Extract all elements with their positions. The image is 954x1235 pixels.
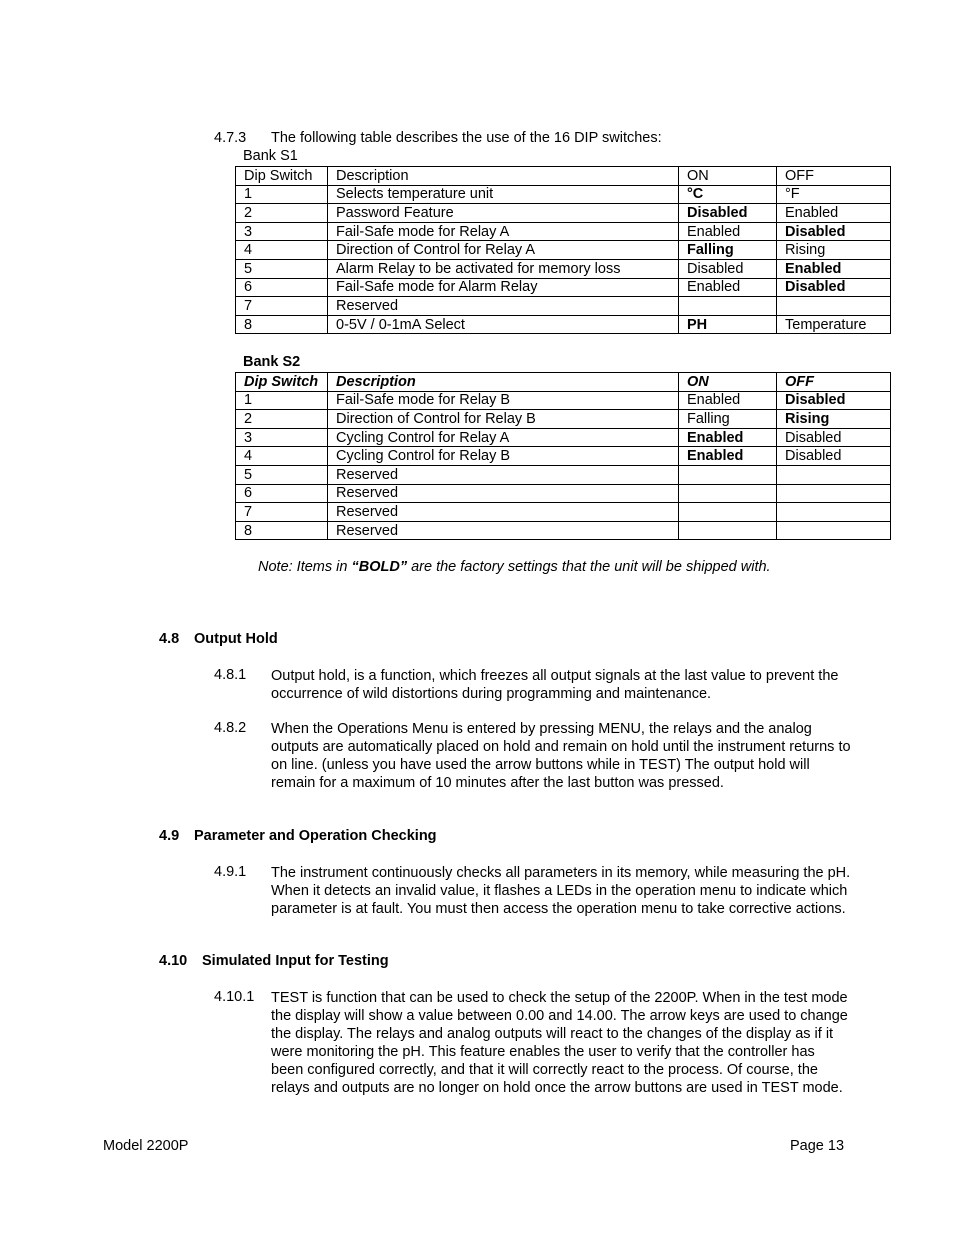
note-bold: “BOLD” [351,559,408,575]
description-cell: Selects temperature unit [328,185,679,204]
bank-s2-table [235,372,891,540]
section-heading [159,631,278,647]
on-cell: Enabled [679,222,777,241]
description-cell: Reserved [328,297,679,316]
dip-switch-cell: 3 [236,222,328,241]
dip-switch-cell: 1 [236,391,328,410]
dip-switch-cell: 8 [236,521,328,540]
table-row [236,521,891,540]
on-cell [679,465,777,484]
on-cell [679,503,777,522]
section-title: Parameter and Operation Checking [194,828,437,844]
dip-switch-cell: 3 [236,428,328,447]
dip-switch-cell: 7 [236,503,328,522]
header-cell: OFF [777,167,891,186]
table-row [236,204,891,223]
footer-model: Model 2200P [103,1138,189,1154]
off-cell [777,521,891,540]
on-cell: °C [679,185,777,204]
table-header-row [236,373,891,392]
paragraph-text: When the Operations Menu is entered by pressing MENU, the relays and the analog outputs are automatically placed on hold and remain on hold until the instrument returns to on line. (unless you have used the arrow buttons while in TEST) The output hold will remain for a maximum of 10 minutes after the last button was pressed. [271,721,851,791]
table-row [236,447,891,466]
off-cell [777,484,891,503]
on-cell: Falling [679,241,777,260]
dip-switch-cell: 5 [236,465,328,484]
off-cell: Enabled [777,204,891,223]
table-row [236,503,891,522]
bank-s1-title: Bank S1 [243,148,298,164]
off-cell: Rising [777,241,891,260]
section-heading [159,828,437,844]
section-number: 4.9 [159,828,180,844]
dip-switch-cell: 6 [236,484,328,503]
dip-switch-cell: 4 [236,241,328,260]
section-heading [159,953,389,969]
off-cell: Temperature [777,315,891,334]
table-row [236,410,891,429]
paragraph-text: Output hold, is a function, which freezes all output signals at the last value to prevent the occurrence of wild distortions during programming and maintenance. [271,668,839,702]
header-cell: ON [679,167,777,186]
paragraph-number: 4.7.3 [214,130,247,146]
description-cell: Cycling Control for Relay A [328,428,679,447]
on-cell: Disabled [679,259,777,278]
header-cell: OFF [777,373,891,392]
paragraph-number: 4.8.1 [214,667,247,683]
description-cell: Direction of Control for Relay B [328,410,679,429]
section-title: Simulated Input for Testing [202,953,389,969]
paragraph-text: TEST is function that can be used to check the setup of the 2200P. When in the test mode the display will show a value between 0.00 and 14.00. The arrow keys are used to change the display. The relays and analog outputs will react to the changes of the display as if it were monitoring the pH. This feature enables the user to verify that the controller has been configured correctly, and that it will correctly react to the process. Of course, the relays and outputs are no longer on hold once the arrow buttons are used in TEST mode. [271,990,848,1096]
off-cell: Disabled [777,428,891,447]
header-cell: Dip Switch [236,373,328,392]
paragraph-number: 4.8.2 [214,720,247,736]
dip-switch-cell: 7 [236,297,328,316]
table-row [236,315,891,334]
dip-switch-cell: 6 [236,278,328,297]
dip-switch-cell: 8 [236,315,328,334]
bank-s1-table [235,166,891,334]
footer-page-number: Page 13 [790,1138,845,1154]
header-cell: Dip Switch [236,167,328,186]
note-suffix: are the factory settings that the unit will be shipped with. [407,559,771,575]
on-cell [679,484,777,503]
description-cell: Direction of Control for Relay A [328,241,679,260]
description-cell: Password Feature [328,204,679,223]
description-cell: Alarm Relay to be activated for memory loss [328,259,679,278]
intro-text: The following table describes the use of the 16 DIP switches: [271,130,662,146]
description-cell: Fail-Safe mode for Relay B [328,391,679,410]
paragraph-number: 4.9.1 [214,864,247,880]
description-cell: Fail-Safe mode for Relay A [328,222,679,241]
on-cell: Enabled [679,278,777,297]
on-cell [679,521,777,540]
table-row [236,465,891,484]
section-number: 4.8 [159,631,180,647]
description-cell: Reserved [328,521,679,540]
off-cell: Rising [777,410,891,429]
off-cell: Disabled [777,447,891,466]
off-cell: Disabled [777,278,891,297]
off-cell [777,297,891,316]
dip-switch-cell: 5 [236,259,328,278]
description-cell: Fail-Safe mode for Alarm Relay [328,278,679,297]
on-cell: PH [679,315,777,334]
off-cell [777,503,891,522]
section-title: Output Hold [194,631,278,647]
dip-switch-cell: 2 [236,204,328,223]
on-cell: Falling [679,410,777,429]
table-header-row [236,167,891,186]
table-row [236,278,891,297]
table-row [236,222,891,241]
header-cell: ON [679,373,777,392]
on-cell [679,297,777,316]
table-row [236,297,891,316]
paragraph-number: 4.10.1 [214,989,255,1005]
table-row [236,185,891,204]
off-cell: Disabled [777,391,891,410]
dip-switch-cell: 1 [236,185,328,204]
table-row [236,391,891,410]
on-cell: Enabled [679,428,777,447]
bank-s2-title: Bank S2 [243,354,301,370]
off-cell [777,465,891,484]
dip-switch-cell: 4 [236,447,328,466]
description-cell: Reserved [328,465,679,484]
table-row [236,428,891,447]
on-cell: Enabled [679,447,777,466]
table-row [236,241,891,260]
section-number: 4.10 [159,953,188,969]
header-cell: Description [328,167,679,186]
description-cell: Reserved [328,503,679,522]
description-cell: Reserved [328,484,679,503]
description-cell: 0-5V / 0-1mA Select [328,315,679,334]
note-prefix: Note: Items in [258,559,352,575]
table-row [236,484,891,503]
off-cell: °F [777,185,891,204]
off-cell: Enabled [777,259,891,278]
factory-note [258,559,771,575]
dip-switch-cell: 2 [236,410,328,429]
off-cell: Disabled [777,222,891,241]
paragraph-text: The instrument continuously checks all parameters in its memory, while measuring the pH. When it detects an invalid value, it flashes a LEDs in the operation menu to indicate which parameter is at fault. You must then access the operation menu to take corrective actions. [271,865,851,917]
header-cell: Description [328,373,679,392]
on-cell: Enabled [679,391,777,410]
table-row [236,259,891,278]
on-cell: Disabled [679,204,777,223]
description-cell: Cycling Control for Relay B [328,447,679,466]
